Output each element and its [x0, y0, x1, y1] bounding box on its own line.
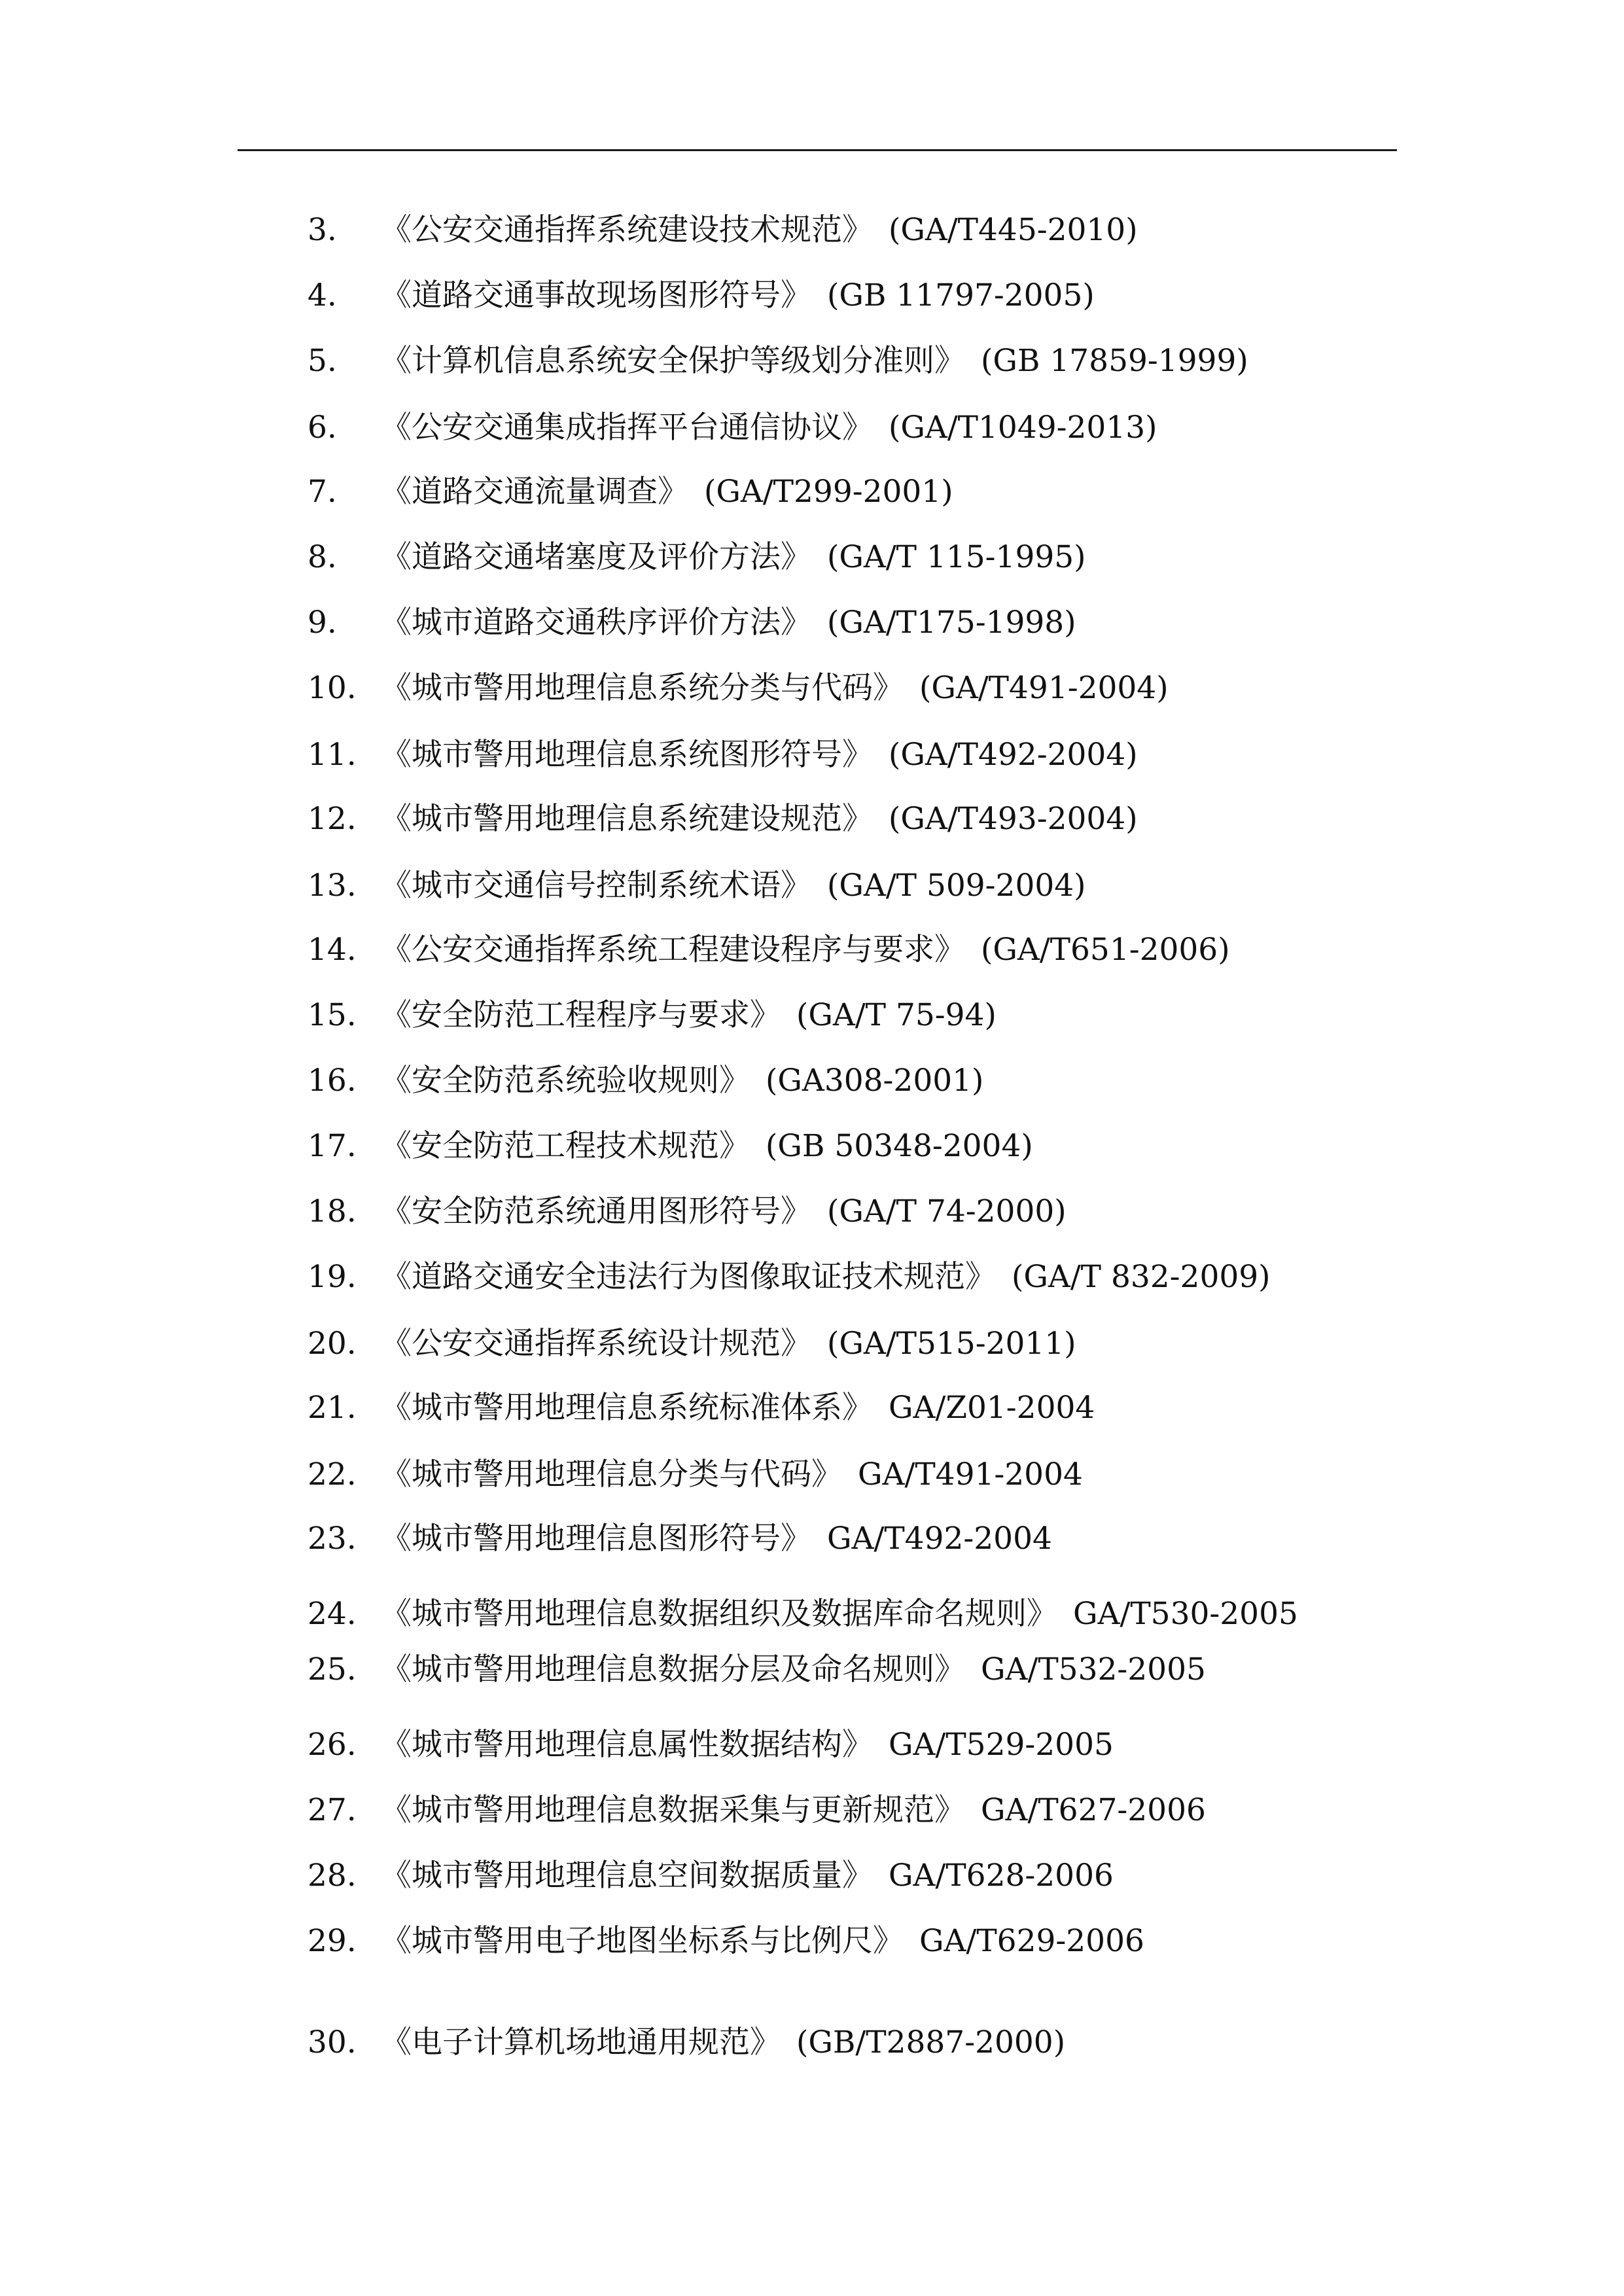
- item-number: 21.: [308, 1390, 357, 1426]
- standard-title: 《城市警用地理信息系统图形符号》: [381, 737, 873, 773]
- item-number: 13.: [308, 868, 357, 904]
- item-number: 30.: [308, 2024, 357, 2060]
- standard-title: 《城市警用地理信息系统分类与代码》: [381, 670, 904, 706]
- item-number: 15.: [308, 997, 357, 1033]
- standard-item: [308, 1388, 1095, 1428]
- standard-item: [308, 930, 1230, 970]
- item-number: 29.: [308, 1923, 357, 1959]
- standard-item: [308, 211, 1138, 250]
- standard-item: [308, 408, 1157, 448]
- standard-item: [308, 538, 1086, 577]
- standard-title: 《安全防范工程技术规范》: [381, 1128, 750, 1164]
- standard-title: 《公安交通指挥系统建设技术规范》: [381, 212, 873, 248]
- standard-title: 《道路交通堵塞度及评价方法》: [381, 539, 811, 575]
- standard-title: 《公安交通指挥系统设计规范》: [381, 1326, 811, 1362]
- item-number: 18.: [308, 1193, 357, 1229]
- standard-title: 《公安交通指挥系统工程建设程序与要求》: [381, 932, 965, 968]
- standard-item: [308, 735, 1138, 775]
- standard-code: GA/T530-2005: [1073, 1596, 1298, 1632]
- standard-code: (GB 11797-2005): [827, 277, 1095, 313]
- item-number: 14.: [308, 932, 357, 968]
- standard-item: [308, 1595, 1298, 1634]
- item-number: 7.: [308, 474, 337, 510]
- standard-code: (GA/T175-1998): [827, 605, 1076, 641]
- item-number: 20.: [308, 1326, 357, 1362]
- standard-item: [308, 1324, 1076, 1364]
- standard-title: 《城市警用地理信息分类与代码》: [381, 1457, 842, 1492]
- standard-title: 《城市警用地理信息属性数据结构》: [381, 1727, 873, 1763]
- item-number: 25.: [308, 1651, 357, 1687]
- standard-item: [308, 1856, 1114, 1896]
- standard-title: 《安全防范工程程序与要求》: [381, 997, 781, 1033]
- standard-title: 《道路交通事故现场图形符号》: [381, 277, 811, 313]
- standard-title: 《城市警用地理信息空间数据质量》: [381, 1858, 873, 1894]
- standard-code: (GA/T515-2011): [827, 1326, 1076, 1362]
- standard-code: (GA/T491-2004): [919, 670, 1169, 706]
- standard-title: 《道路交通流量调查》: [381, 474, 688, 510]
- standard-item: [308, 603, 1076, 643]
- standard-title: 《城市警用地理信息数据组织及数据库命名规则》: [381, 1596, 1057, 1632]
- standard-code: GA/T492-2004: [827, 1521, 1052, 1557]
- standard-title: 《城市警用地理信息数据分层及命名规则》: [381, 1651, 965, 1687]
- standard-code: (GA/T492-2004): [889, 737, 1138, 773]
- item-number: 22.: [308, 1457, 357, 1492]
- standard-code: (GA/T493-2004): [889, 801, 1138, 837]
- standard-title: 《公安交通集成指挥平台通信协议》: [381, 410, 873, 446]
- standard-title: 《城市警用地理信息数据采集与更新规范》: [381, 1792, 965, 1828]
- standard-code: (GB 17859-1999): [981, 343, 1248, 379]
- standard-item: [308, 669, 1169, 708]
- standard-title: 《计算机信息系统安全保护等级划分准则》: [381, 343, 965, 379]
- standard-title: 《城市警用地理信息图形符号》: [381, 1521, 811, 1557]
- standard-code: GA/T629-2006: [919, 1923, 1144, 1959]
- standard-code: GA/Z01-2004: [889, 1390, 1095, 1426]
- standard-item: [308, 472, 953, 512]
- item-number: 19.: [308, 1259, 357, 1295]
- standard-code: GA/T529-2005: [889, 1727, 1114, 1763]
- item-number: 17.: [308, 1128, 357, 1164]
- standard-code: (GA/T651-2006): [981, 932, 1230, 968]
- item-number: 28.: [308, 1858, 357, 1894]
- standard-code: (GA308-2001): [766, 1063, 984, 1099]
- standard-title: 《道路交通安全违法行为图像取证技术规范》: [381, 1259, 996, 1295]
- standard-item: [308, 342, 1248, 381]
- standard-code: (GA/T1049-2013): [889, 410, 1157, 446]
- standard-code: GA/T491-2004: [858, 1457, 1083, 1492]
- standard-item: [308, 1519, 1052, 1559]
- standard-item: [308, 866, 1086, 906]
- standard-title: 《城市警用地理信息系统建设规范》: [381, 801, 873, 837]
- standard-code: (GA/T 832-2009): [1012, 1259, 1271, 1295]
- standard-item: [308, 1922, 1144, 1961]
- standard-code: (GA/T 509-2004): [827, 868, 1086, 904]
- standard-title: 《安全防范系统通用图形符号》: [381, 1193, 811, 1229]
- header-rule: [238, 149, 1397, 151]
- item-number: 4.: [308, 277, 337, 313]
- standard-item: [308, 1650, 1206, 1689]
- standard-item: [308, 1258, 1270, 1297]
- standard-code: GA/T628-2006: [889, 1858, 1114, 1894]
- standard-title: 《城市交通信号控制系统术语》: [381, 868, 811, 904]
- standard-item: [308, 1455, 1083, 1494]
- item-number: 9.: [308, 605, 337, 641]
- item-number: 8.: [308, 539, 337, 575]
- standard-code: GA/T627-2006: [981, 1792, 1206, 1828]
- item-number: 3.: [308, 212, 337, 248]
- standard-item: [308, 800, 1138, 839]
- standard-code: (GA/T299-2001): [704, 474, 953, 510]
- standard-item: [308, 1127, 1033, 1166]
- standard-item: [308, 2023, 1065, 2062]
- standard-title: 《电子计算机场地通用规范》: [381, 2024, 781, 2060]
- standard-item: [308, 276, 1095, 315]
- item-number: 6.: [308, 410, 337, 446]
- item-number: 26.: [308, 1727, 357, 1763]
- item-number: 5.: [308, 343, 337, 379]
- item-number: 23.: [308, 1521, 357, 1557]
- standard-title: 《城市道路交通秩序评价方法》: [381, 605, 811, 641]
- item-number: 24.: [308, 1596, 357, 1632]
- standard-code: (GA/T 74-2000): [827, 1193, 1067, 1229]
- standard-item: [308, 1791, 1206, 1830]
- standard-title: 《城市警用地理信息系统标准体系》: [381, 1390, 873, 1426]
- item-number: 11.: [308, 737, 357, 773]
- standard-item: [308, 996, 997, 1035]
- standard-title: 《安全防范系统验收规则》: [381, 1063, 750, 1099]
- item-number: 16.: [308, 1063, 357, 1099]
- standard-item: [308, 1192, 1067, 1231]
- standard-item: [308, 1725, 1114, 1765]
- standard-code: (GB 50348-2004): [766, 1128, 1033, 1164]
- standard-code: (GA/T 75-94): [796, 997, 997, 1033]
- item-number: 10.: [308, 670, 357, 706]
- standard-code: GA/T532-2005: [981, 1651, 1206, 1687]
- standard-code: (GB/T2887-2000): [796, 2024, 1066, 2060]
- standard-item: [308, 1061, 983, 1101]
- standard-title: 《城市警用电子地图坐标系与比例尺》: [381, 1923, 904, 1959]
- item-number: 27.: [308, 1792, 357, 1828]
- item-number: 12.: [308, 801, 357, 837]
- standard-code: (GA/T445-2010): [889, 212, 1138, 248]
- standard-code: (GA/T 115-1995): [827, 539, 1086, 575]
